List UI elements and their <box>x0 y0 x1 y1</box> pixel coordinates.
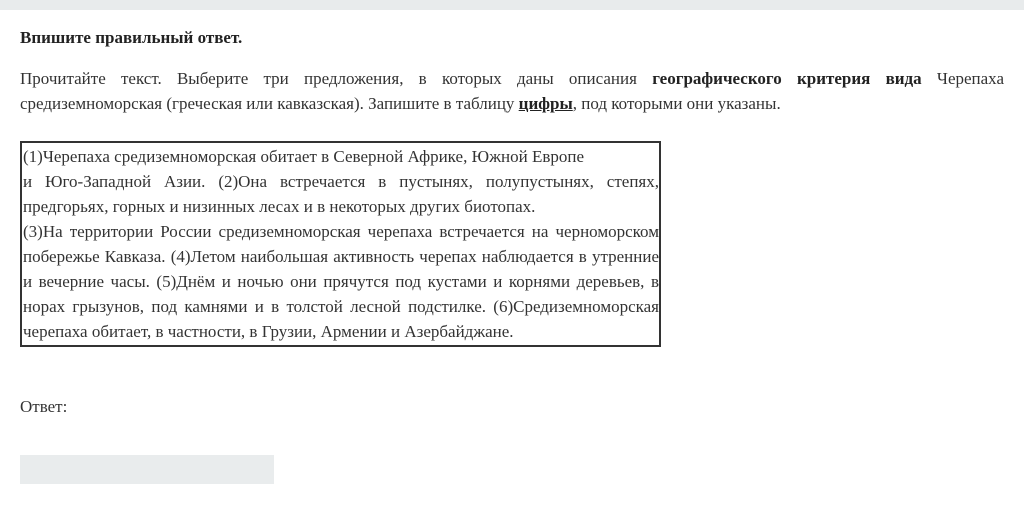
task-text <box>20 66 1004 116</box>
source-text-paragraph2: (3)На территории России средиземноморская черепаха встречается на черноморском побережье Кавказа. (4)Летом наибольшая активность черепах наблюдается в утренние и вечерние часы. (5)Днём и ночью они прячутся под кустами и корнями деревьев, в норах грызунов, под камнями и в толстой лесной подстилке. (6)Средиземноморская черепаха обитает, в частности, в Грузии, Армении и Азербайджане. <box>23 222 659 341</box>
source-text-line1: (1)Черепаха средиземноморская обитает в Северной Африке, Южной Европе <box>23 147 584 166</box>
top-bar <box>0 0 1024 10</box>
answer-input[interactable] <box>20 455 274 484</box>
source-text-paragraph1: и Юго-Западной Азии. (2)Она встречается в пустынях, полупустынях, степях, предгорьях, горных и низинных лесах и в некоторых других биотопах. <box>23 172 659 216</box>
task-text-part3: , под которыми они указаны. <box>572 94 781 113</box>
task-text-bold: географического критерия вида <box>652 69 922 88</box>
task-text-part2: Черепаха средиземноморская (греческая или кавказская). Запишите в таблицу <box>20 69 1004 113</box>
task-text-digits: цифры <box>518 94 573 113</box>
instruction-heading: Впишите правильный ответ. <box>20 28 243 47</box>
source-text-box <box>20 141 661 347</box>
answer-label: Ответ: <box>20 397 68 416</box>
task-text-part1: Прочитайте текст. Выберите три предложения, в которых даны описания <box>20 69 653 88</box>
